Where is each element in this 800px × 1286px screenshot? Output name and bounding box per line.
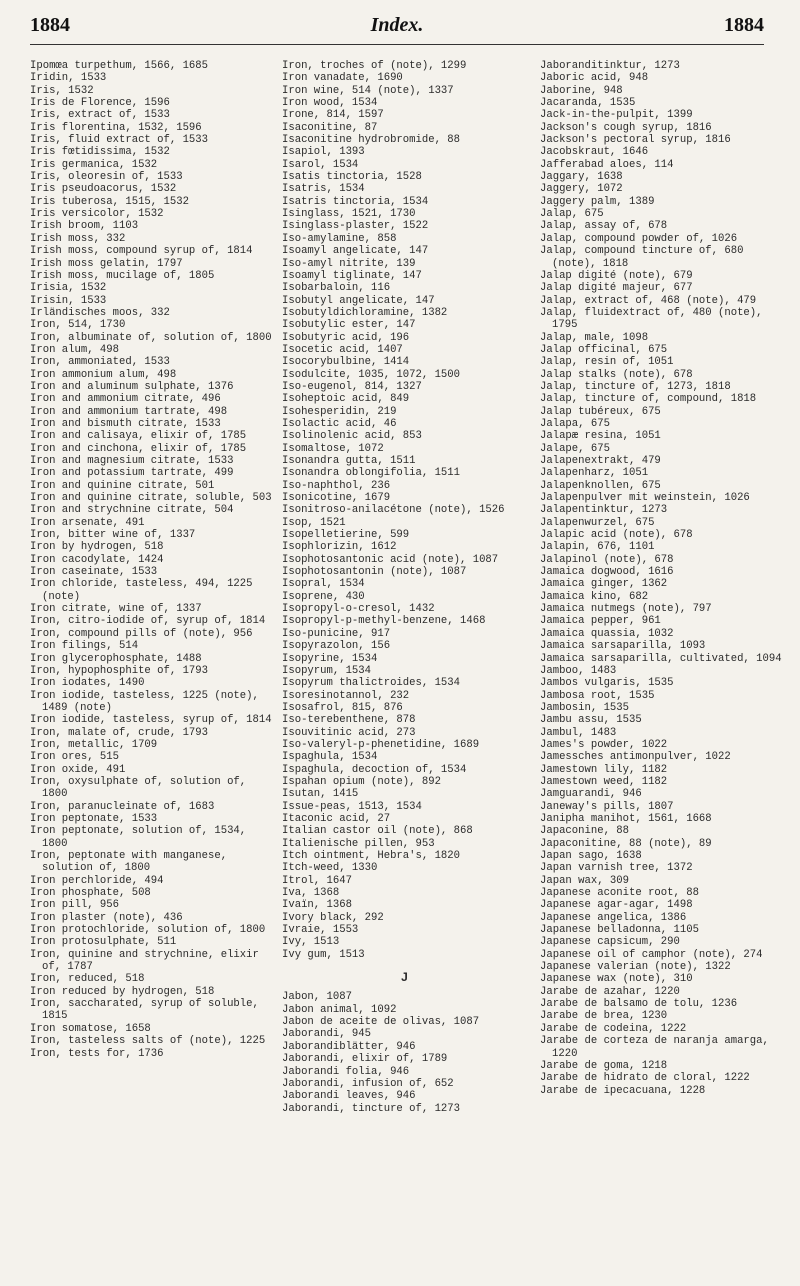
index-entry: Iron, hypophosphite of, 1793	[30, 664, 209, 677]
index-entry: Isoprene, 430	[282, 590, 365, 603]
index-entry: Jack-in-the-pulpit, 1399	[540, 109, 693, 122]
index-entry: Isinglass, 1521, 1730	[282, 208, 416, 221]
index-entry: Jambos vulgaris, 1535	[540, 677, 674, 690]
index-entry: Isutan, 1415	[282, 788, 359, 801]
index-entry: Isopyrazolon, 156	[282, 640, 391, 653]
index-entry: Jacaranda, 1535	[540, 97, 636, 110]
index-entry: Italian castor oil (note), 868	[282, 825, 473, 838]
index-entry: Itaconic acid, 27	[282, 812, 391, 825]
index-entry: Iron wood, 1534	[282, 97, 378, 110]
index-entry: Jalapa, 675	[540, 417, 610, 430]
index-entry: Jalap, extract of, 468 (note), 479	[540, 294, 757, 307]
index-entry: Isolactic acid, 46	[282, 417, 397, 430]
index-entry: Irländisches moos, 332	[30, 306, 170, 319]
index-entry: Iron cacodylate, 1424	[30, 553, 164, 566]
index-entry: Jalapenextrakt, 479	[540, 455, 661, 467]
index-entry: Japanese angelica, 1386	[540, 911, 687, 924]
header-year-right: 1884	[724, 14, 764, 36]
index-entry: Jambosa root, 1535	[540, 689, 655, 702]
index-entry: Jafferabad aloes, 114	[540, 158, 674, 171]
index-entry: Irisia, 1532	[30, 282, 107, 295]
index-entry: Iridin, 1533	[30, 72, 107, 85]
index-entry: Japanese valerian (note), 1322	[540, 961, 731, 974]
index-entry: Iron, reduced, 518	[30, 973, 145, 986]
index-entry: Iron and cinchona, elixir of, 1785	[30, 442, 247, 455]
index-entry: Jalapinol (note), 678	[540, 553, 674, 566]
index-entry: Iron ores, 515	[30, 751, 120, 764]
index-entry: Iron, paranucleinate of, 1683	[30, 800, 215, 813]
index-entry: Iron peptonate, 1533	[30, 812, 158, 825]
index-entry: Iron alum, 498	[30, 343, 120, 356]
index-entry: Jaboric acid, 948	[540, 72, 649, 85]
index-entry: Jalapenwurzel, 675	[540, 516, 655, 529]
column-2-i-entries	[282, 60, 527, 961]
index-entry: Iron filings, 514	[30, 640, 139, 653]
index-entry: Irish moss, compound syrup of, 1814	[30, 245, 253, 258]
index-entry: Itch ointment, Hebra's, 1820	[282, 850, 461, 862]
index-entry: Jalap digité majeur, 677	[540, 282, 693, 295]
index-entry: Jalap digité (note), 679	[540, 269, 693, 282]
index-entry: Japanese agar-agar, 1498	[540, 899, 693, 912]
index-entry: Jamaica kino, 682	[540, 590, 649, 603]
index-entry: Iron, metallic, 1709	[30, 738, 158, 751]
index-entry: Iron, quinine and strychnine, elixir of, 1787	[30, 948, 259, 974]
index-entry: Ivory black, 292	[282, 911, 384, 924]
index-entry: Isolinolenic acid, 853	[282, 430, 422, 443]
index-entry: Iron somatose, 1658	[30, 1022, 151, 1035]
index-entry: Jamaica dogwood, 1616	[540, 566, 674, 579]
index-entry: Jaggary, 1638	[540, 171, 623, 184]
index-entry: Ipomœa turpethum, 1566, 1685	[30, 60, 209, 72]
index-entry: Jalap, male, 1098	[540, 331, 649, 344]
index-entry: Jalap, tincture of, compound, 1818	[540, 393, 757, 406]
index-entry: Iron ammonium alum, 498	[30, 368, 177, 381]
index-entry: Irish moss, 332	[30, 232, 126, 245]
index-entry: Itch-weed, 1330	[282, 862, 378, 875]
index-entry: Iron reduced by hydrogen, 518	[30, 985, 215, 998]
index-entry: Iron, troches of (note), 1299	[282, 60, 467, 72]
index-entry: Ispaghula, 1534	[282, 751, 378, 764]
index-entry: Isonitroso-anilacétone (note), 1526	[282, 504, 505, 517]
index-entry: Isaconitine hydrobromide, 88	[282, 134, 461, 147]
header-year-left: 1884	[30, 14, 70, 36]
index-entry: Iron and quinine citrate, soluble, 503	[30, 492, 272, 505]
index-entry: Janeway's pills, 1807	[540, 800, 674, 813]
index-entry: Jamboo, 1483	[540, 664, 617, 677]
index-entry: Iso-amyl nitrite, 139	[282, 257, 416, 270]
index-entry: Iris de Florence, 1596	[30, 97, 170, 110]
index-entry: Jamestown lily, 1182	[540, 763, 668, 776]
index-entry: Jamaica pepper, 961	[540, 615, 661, 628]
index-entry: Japanese capsicum, 290	[540, 936, 680, 949]
index-entry: Jabon de aceite de olivas, 1087	[282, 1016, 480, 1029]
index-entry: Iron protochloride, solution of, 1800	[30, 924, 266, 937]
index-entry: Jalapic acid (note), 678	[540, 529, 693, 542]
index-entry: Isophlorizin, 1612	[282, 541, 397, 554]
index-entry: Isomaltose, 1072	[282, 442, 384, 455]
index-entry: Jamaica ginger, 1362	[540, 578, 668, 591]
index-columns	[0, 60, 800, 1282]
index-entry: Jackson's pectoral syrup, 1816	[540, 134, 731, 147]
index-entry: Iron caseinate, 1533	[30, 566, 158, 579]
index-entry: Isocetic acid, 1407	[282, 343, 403, 356]
index-entry: Iso-punicine, 917	[282, 627, 391, 640]
index-entry: Jamestown weed, 1182	[540, 775, 668, 788]
index-entry: Isobutyl angelicate, 147	[282, 294, 435, 307]
index-entry: Iron chloride, tasteless, 494, 1225 (note)	[30, 578, 253, 603]
index-entry: Iris fœtidissima, 1532	[30, 146, 170, 159]
index-entry: Isobutyldichloramine, 1382	[282, 306, 448, 319]
index-entry: Jaborandiblätter, 946	[282, 1040, 416, 1053]
index-entry: Japan wax, 309	[540, 874, 630, 887]
index-entry: Isapiol, 1393	[282, 146, 365, 159]
index-entry: Jaborandi, 945	[282, 1028, 372, 1041]
index-entry: Japan varnish tree, 1372	[540, 862, 693, 875]
index-entry: Jaborine, 948	[540, 84, 623, 97]
index-entry: Iron and magnesium citrate, 1533	[30, 455, 234, 467]
index-entry: Iron, tests for, 1736	[30, 1047, 164, 1060]
index-entry: Irisin, 1533	[30, 294, 107, 307]
index-entry: Iron and calisaya, elixir of, 1785	[30, 430, 247, 443]
index-entry: Iron peptonate, solution of, 1534, 1800	[30, 825, 247, 850]
index-entry: Iris, oleoresin of, 1533	[30, 171, 183, 184]
index-entry: Jalap officinal, 675	[540, 343, 668, 356]
index-entry: Iron and quinine citrate, 501	[30, 479, 215, 492]
index-entry: Isophotosantonin (note), 1087	[282, 566, 467, 579]
index-entry: Jalapin, 676, 1101	[540, 541, 655, 554]
index-entry: Ispaghula, decoction of, 1534	[282, 763, 467, 776]
index-entry: Ivaïn, 1368	[282, 899, 352, 912]
index-entry: Isopyrum thalictroides, 1534	[282, 677, 461, 690]
index-entry: Iron and potassium tartrate, 499	[30, 467, 234, 480]
index-entry: Jackson's cough syrup, 1816	[540, 121, 712, 134]
index-entry: Iron, citro-iodide of, syrup of, 1814	[30, 615, 266, 628]
index-entry: Isinglass-plaster, 1522	[282, 220, 429, 233]
index-entry: Jambosin, 1535	[540, 701, 630, 714]
index-entry: James's powder, 1022	[540, 738, 668, 751]
index-entry: Iron wine, 514 (note), 1337	[282, 84, 454, 97]
index-entry: Isobutylic ester, 147	[282, 319, 416, 332]
index-entry: Iron and ammonium citrate, 496	[30, 393, 221, 406]
index-entry: Iron, tasteless salts of (note), 1225	[30, 1035, 266, 1048]
index-entry: Isopelletierine, 599	[282, 529, 410, 542]
index-entry: Iron and bismuth citrate, 1533	[30, 417, 221, 430]
index-entry: Jamaica nutmegs (note), 797	[540, 603, 712, 616]
index-column-2	[282, 60, 527, 1115]
index-entry: Japan sago, 1638	[540, 850, 642, 862]
index-entry: Jamaica quassia, 1032	[540, 627, 674, 640]
index-entry: Irish moss, mucilage of, 1805	[30, 269, 215, 282]
index-entry: Iris tuberosa, 1515, 1532	[30, 195, 189, 208]
index-entry: Jaborandi, infusion of, 652	[282, 1077, 454, 1090]
index-entry: Jarabe de azahar, 1220	[540, 985, 680, 998]
index-entry: Iron iodide, tasteless, 1225 (note), 1489 (note)	[30, 689, 259, 714]
index-entry: Irish moss gelatin, 1797	[30, 257, 183, 270]
index-entry: Iris, extract of, 1533	[30, 109, 170, 122]
index-entry: Iron arsenate, 491	[30, 516, 145, 529]
index-entry: Jabon, 1087	[282, 991, 352, 1004]
index-entry: Jalap, resin of, 1051	[540, 356, 674, 369]
index-entry: Iron and strychnine citrate, 504	[30, 504, 234, 517]
index-entry: Jarabe de corteza de naranja amarga, 1220	[540, 1035, 769, 1060]
index-entry: Iron and aluminum sulphate, 1376	[30, 380, 234, 393]
index-entry: Jaggery palm, 1389	[540, 195, 655, 208]
index-entry: Jarabe de codeina, 1222	[540, 1022, 687, 1035]
index-entry: Isoresinotannol, 232	[282, 689, 410, 702]
section-letter-j: J	[401, 970, 408, 985]
index-entry: Isonandra gutta, 1511	[282, 455, 416, 467]
index-entry: Iron by hydrogen, 518	[30, 541, 164, 554]
index-entry: Jaborandi folia, 946	[282, 1065, 410, 1078]
index-entry: Jaborandi, tincture of, 1273	[282, 1102, 461, 1115]
index-entry: Jalap, tincture of, 1273, 1818	[540, 380, 731, 393]
index-entry: Iron, saccharated, syrup of soluble, 1815	[30, 998, 259, 1023]
index-entry: Jalapentinktur, 1273	[540, 504, 668, 517]
index-entry: Jalapenknollen, 675	[540, 479, 661, 492]
index-entry: Jaborandi leaves, 946	[282, 1090, 416, 1103]
index-entry: Isop, 1521	[282, 516, 346, 529]
index-entry: Isobutyric acid, 196	[282, 331, 410, 344]
index-entry: Jarabe de balsamo de tolu, 1236	[540, 998, 738, 1011]
index-entry: Iron, ammoniated, 1533	[30, 356, 170, 369]
index-entry: Iso-naphthol, 236	[282, 479, 391, 492]
index-entry: Japanese belladonna, 1105	[540, 924, 699, 937]
index-entry: Japaconine, 88	[540, 825, 630, 838]
index-entry: Isocorybulbine, 1414	[282, 356, 410, 369]
index-entry: Jacobskraut, 1646	[540, 146, 649, 159]
index-entry: Iris, 1532	[30, 84, 94, 97]
index-entry: Isosafrol, 815, 876	[282, 701, 403, 714]
index-entry: Japanese oil of camphor (note), 274	[540, 948, 763, 961]
index-entry: Itrol, 1647	[282, 874, 352, 887]
index-entry: Isophotosantonic acid (note), 1087	[282, 553, 499, 566]
index-entry: Iva, 1368	[282, 887, 340, 900]
index-entry: Jalapenharz, 1051	[540, 467, 649, 480]
index-entry: Iron, compound pills of (note), 956	[30, 627, 253, 640]
index-entry: Jambu assu, 1535	[540, 714, 642, 727]
index-entry: Janipha manihot, 1561, 1668	[540, 812, 712, 825]
index-entry: Irish broom, 1103	[30, 220, 139, 233]
index-entry: Iron oxide, 491	[30, 763, 126, 776]
index-entry: Iris versicolor, 1532	[30, 208, 164, 221]
index-entry: Iris, fluid extract of, 1533	[30, 134, 209, 147]
index-entry: Iron, peptonate with manganese, solution of, 1800	[30, 850, 228, 875]
index-entry: Isopropyl-p-methyl-benzene, 1468	[282, 615, 486, 628]
index-entry: Isatris, 1534	[282, 183, 365, 196]
index-entry: Jarabe de hidrato de cloral, 1222	[540, 1072, 750, 1085]
index-entry: Isonandra oblongifolia, 1511	[282, 467, 461, 480]
index-entry: Iron, malate of, crude, 1793	[30, 726, 209, 739]
index-entry: Iris pseudoacorus, 1532	[30, 183, 177, 196]
index-entry: Ivy, 1513	[282, 936, 340, 949]
index-entry: Jalap tubéreux, 675	[540, 405, 661, 418]
index-entry: Jalapenpulver mit weinstein, 1026	[540, 492, 750, 505]
index-entry: Iron glycerophosphate, 1488	[30, 652, 202, 665]
index-entry: Isopropyl-o-cresol, 1432	[282, 603, 435, 616]
index-entry: Isopyrum, 1534	[282, 664, 372, 677]
index-entry: Jarabe de ipecacuana, 1228	[540, 1084, 706, 1097]
index-entry: Iso-eugenol, 814, 1327	[282, 380, 422, 393]
index-entry: Isopyrine, 1534	[282, 652, 378, 665]
index-entry: Isoheptoic acid, 849	[282, 393, 410, 406]
index-entry: Iron, 514, 1730	[30, 319, 126, 332]
index-entry: Isonicotine, 1679	[282, 492, 391, 505]
index-entry: Iron plaster (note), 436	[30, 911, 183, 924]
index-entry: Jalap, compound tincture of, 680 (note), 1818	[540, 245, 744, 270]
index-entry: Ivraie, 1553	[282, 924, 359, 937]
index-entry: Jamaica sarsaparilla, cultivated, 1094	[540, 652, 782, 665]
index-entry: Isatris tinctoria, 1534	[282, 195, 429, 208]
index-entry: Italienische pillen, 953	[282, 837, 435, 850]
index-entry: Iron citrate, wine of, 1337	[30, 603, 202, 616]
index-entry: Issue-peas, 1513, 1534	[282, 800, 422, 813]
index-entry: Iso-terebenthene, 878	[282, 714, 416, 727]
index-entry: Iron perchloride, 494	[30, 874, 164, 887]
index-entry: Isopral, 1534	[282, 578, 365, 591]
index-entry: Iron vanadate, 1690	[282, 72, 403, 85]
index-entry: Isodulcite, 1035, 1072, 1500	[282, 368, 461, 381]
index-entry: Isoamyl angelicate, 147	[282, 245, 429, 258]
index-entry: Isobarbaloin, 116	[282, 282, 391, 295]
index-entry: Jamguarandi, 946	[540, 788, 642, 801]
header-title: Index.	[370, 14, 424, 36]
index-entry: Jalap, fluidextract of, 480 (note), 1795	[540, 306, 763, 332]
index-entry: Jalape, 675	[540, 442, 610, 455]
index-entry: Isatis tinctoria, 1528	[282, 171, 422, 184]
index-entry: Jambul, 1483	[540, 726, 617, 739]
index-entry: Jamaica sarsaparilla, 1093	[540, 640, 706, 653]
index-entry: Iron phosphate, 508	[30, 887, 151, 900]
index-entry: Iron, bitter wine of, 1337	[30, 529, 196, 542]
header-rule	[30, 44, 764, 45]
index-entry: Jabon animal, 1092	[282, 1003, 397, 1016]
index-entry: Ispahan opium (note), 892	[282, 775, 441, 788]
index-entry: Iron, albuminate of, solution of, 1800	[30, 331, 272, 344]
index-entry: Japaconitine, 88 (note), 89	[540, 837, 712, 850]
index-entry: Jarabe de brea, 1230	[540, 1010, 668, 1023]
index-entry: Iron, oxysulphate of, solution of, 1800	[30, 775, 247, 801]
index-entry: Isaconitine, 87	[282, 121, 378, 134]
index-entry: Isarol, 1534	[282, 158, 359, 171]
index-entry: Irone, 814, 1597	[282, 109, 384, 122]
index-entry: Jalap, compound powder of, 1026	[540, 232, 738, 245]
index-entry: Isohesperidin, 219	[282, 405, 397, 418]
index-entry: Iron iodates, 1490	[30, 677, 145, 690]
index-entry: Japanese aconite root, 88	[540, 887, 699, 900]
index-entry: Iron pill, 956	[30, 899, 120, 912]
index-entry: Ivy gum, 1513	[282, 948, 365, 961]
index-column-3	[540, 60, 785, 1097]
index-entry: Jaggery, 1072	[540, 183, 623, 196]
index-entry: Iris germanica, 1532	[30, 158, 158, 171]
index-entry: Iron protosulphate, 511	[30, 936, 177, 949]
index-column-1	[30, 60, 275, 1060]
index-entry: Iron iodide, tasteless, syrup of, 1814	[30, 714, 272, 727]
index-entry: Jarabe de goma, 1218	[540, 1059, 668, 1072]
index-entry: Iron and ammonium tartrate, 498	[30, 405, 228, 418]
index-entry: Jalap stalks (note), 678	[540, 368, 693, 381]
index-entry: Jalap, 675	[540, 208, 604, 221]
index-entry: Jaboranditinktur, 1273	[540, 60, 680, 72]
index-entry: Isoamyl tiglinate, 147	[282, 269, 422, 282]
index-entry: Iso-valeryl-p-phenetidine, 1689	[282, 738, 480, 751]
index-entry: Isouvitinic acid, 273	[282, 726, 416, 739]
index-entry: Jaborandi, elixir of, 1789	[282, 1053, 448, 1066]
index-entry: Iris florentina, 1532, 1596	[30, 121, 202, 134]
column-2-j-entries	[282, 991, 527, 1114]
index-entry: Jalapæ resina, 1051	[540, 430, 661, 443]
index-entry: Japanese wax (note), 310	[540, 973, 693, 986]
index-entry: Jalap, assay of, 678	[540, 220, 668, 233]
index-entry: Iso-amylamine, 858	[282, 232, 397, 245]
index-entry: Jamessches antimonpulver, 1022	[540, 751, 731, 764]
